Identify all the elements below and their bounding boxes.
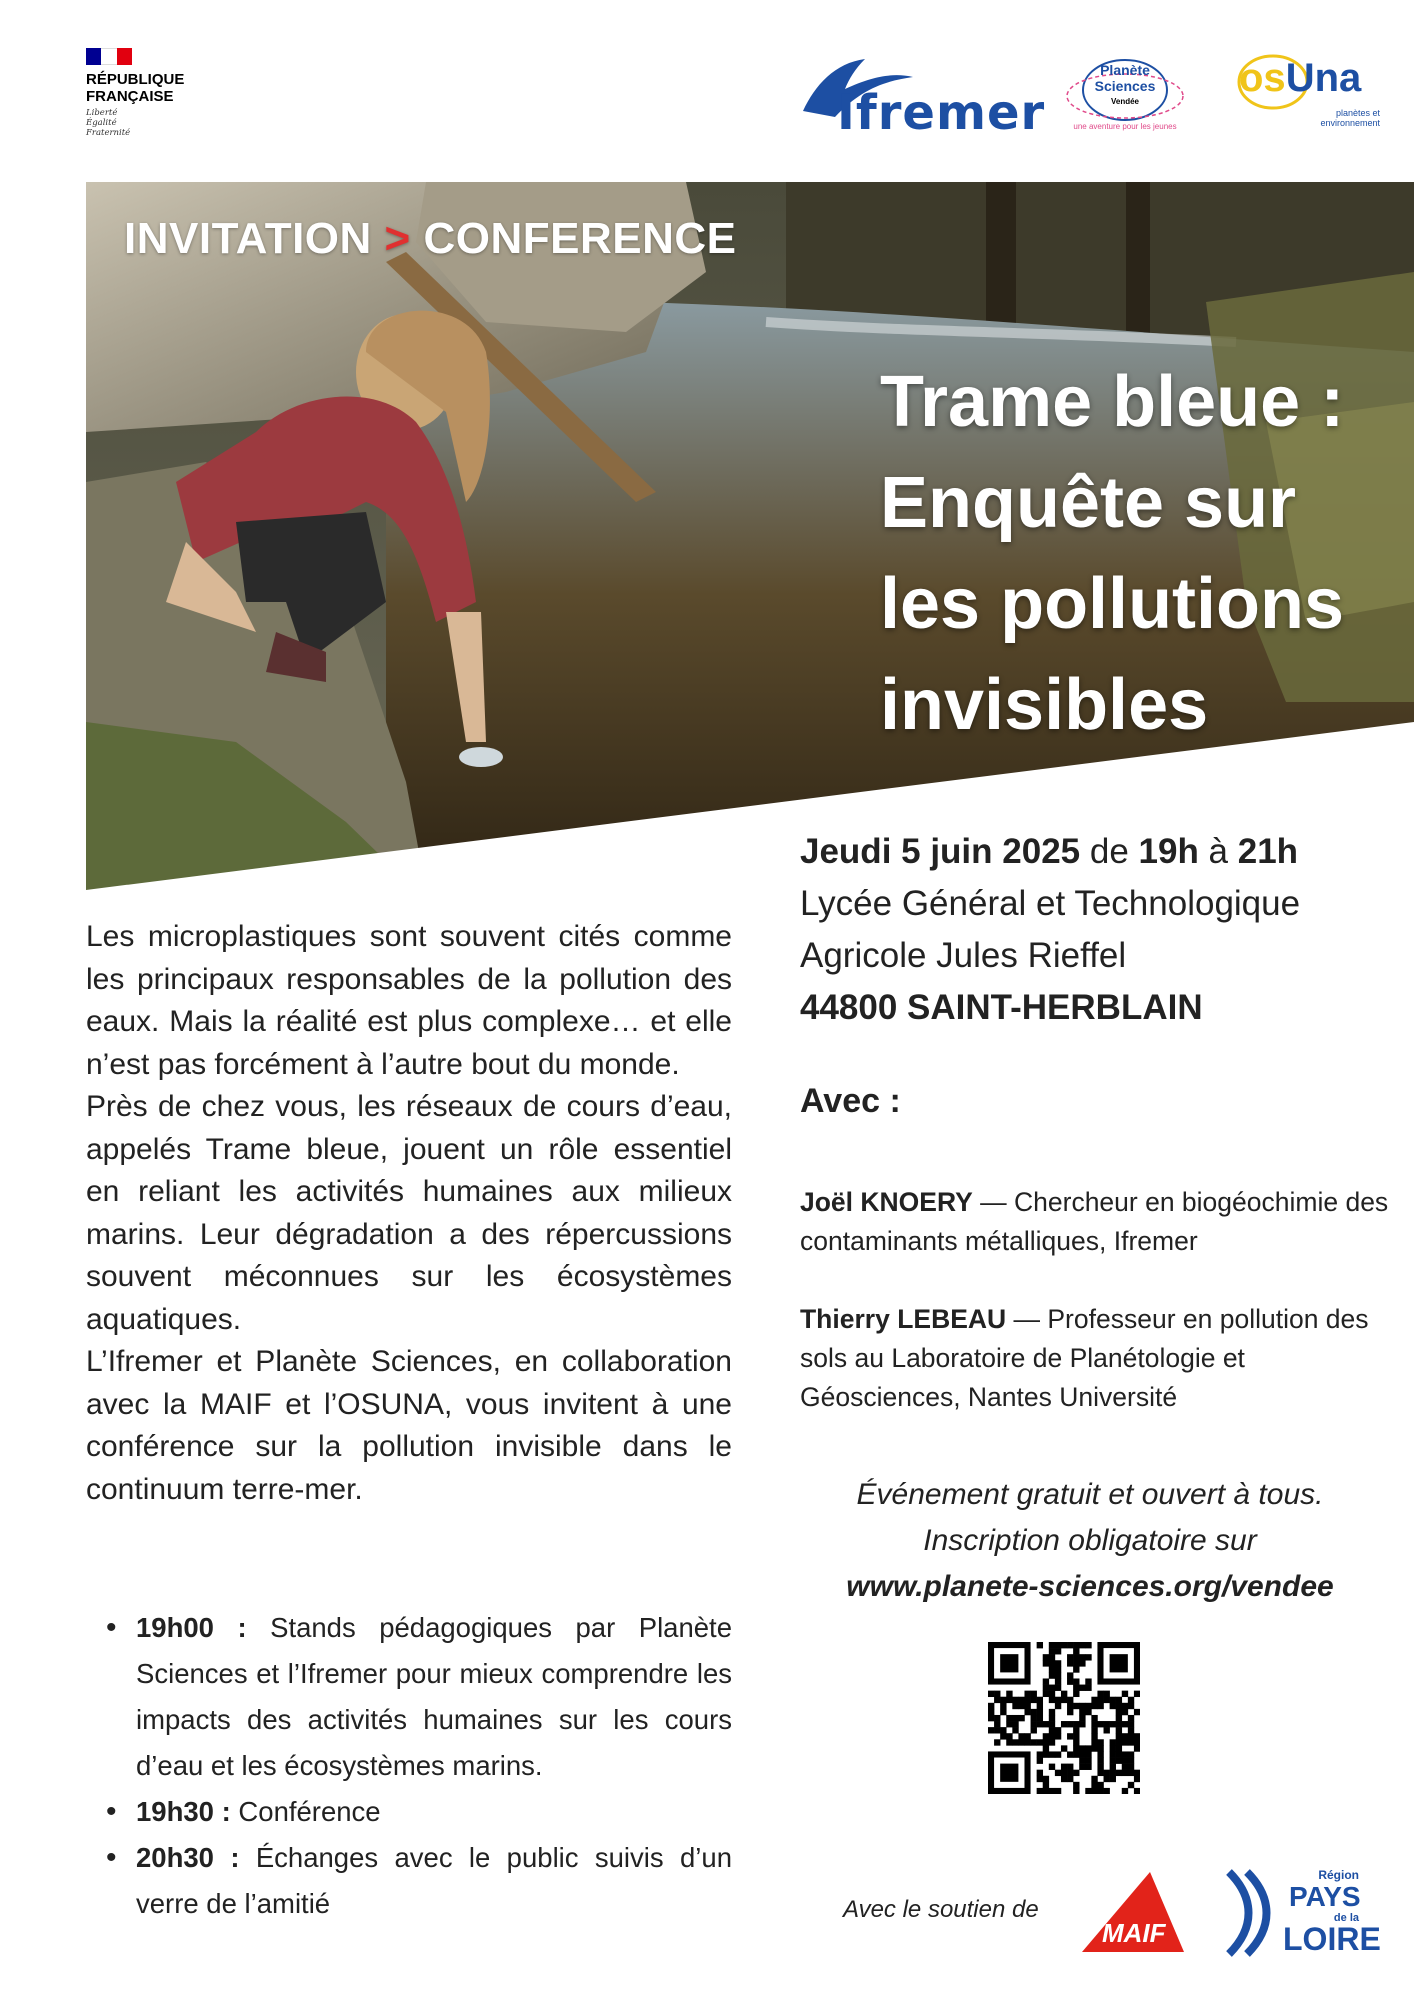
- pays-label: PAYS: [1289, 1881, 1361, 1912]
- description: [86, 916, 732, 1511]
- speaker-role: — Professeur en pollution des sols au Laboratoire de Planétologie et Géosciences, Nantes Université: [800, 1304, 1369, 1412]
- programme-time: 19h00 :: [136, 1612, 247, 1643]
- devise-fraternite: Fraternité: [86, 128, 131, 138]
- osuna-logo: [1235, 52, 1380, 132]
- programme-item: [100, 1605, 732, 1789]
- ifremer-wordmark: Ifremer: [837, 85, 1046, 141]
- speaker-1: [800, 1183, 1400, 1261]
- event-start: 19h: [1138, 832, 1199, 871]
- qr-code[interactable]: [988, 1642, 1140, 1794]
- programme-time: 20h30 :: [136, 1842, 240, 1873]
- event-details: [800, 826, 1400, 1034]
- region-label: Région: [1318, 1868, 1359, 1882]
- conference-label: CONFERENCE: [423, 214, 737, 263]
- venue-line-1: Lycée Général et Technologique: [800, 884, 1301, 923]
- planete-sciences-logo: [1060, 56, 1190, 136]
- speaker-2: [800, 1300, 1400, 1417]
- planete-label: Planète: [1100, 62, 1150, 78]
- event-end: 21h: [1237, 832, 1299, 871]
- qr-code-graphic: [988, 1642, 1140, 1794]
- arrow-icon: >: [384, 214, 411, 263]
- description-paragraph-1: Les microplastiques sont souvent cités comme les principaux responsables de la pollution des eaux. Mais la réalité est plus complexe… et elle n’est pas forcément à l’autre bout du monde.: [86, 920, 732, 1081]
- pdl-waves-icon: [1225, 1868, 1285, 1958]
- planete-sciences-tagline: une aventure pour les jeunes: [1073, 122, 1177, 131]
- event-day: Jeudi 5 juin 2025: [800, 832, 1081, 871]
- event-date-time: [800, 826, 1400, 878]
- osuna-wordmark: osUna: [1239, 56, 1362, 100]
- devise-egalite: Égalité: [86, 118, 117, 128]
- programme-item: [100, 1789, 732, 1835]
- devise-liberte: Liberté: [86, 108, 118, 118]
- registration-url[interactable]: www.planete-sciences.org/vendee: [846, 1570, 1334, 1603]
- osuna-tagline: planètes et environnement: [1320, 108, 1380, 128]
- title-line-1: Trame bleue :: [880, 362, 1345, 442]
- conference-title: [880, 352, 1400, 756]
- programme-time: 19h30 :: [136, 1796, 231, 1827]
- event-de: de: [1080, 832, 1139, 871]
- republique-francaise-logo: [86, 48, 206, 138]
- maif-logo: [1080, 1868, 1186, 1956]
- support-label: Avec le soutien de: [843, 1896, 1039, 1923]
- invitation-conference-label: [124, 214, 737, 264]
- vendee-label: Vendée: [1110, 97, 1139, 106]
- speakers-heading: Avec :: [800, 1082, 901, 1120]
- french-flag-icon: [86, 48, 132, 65]
- sciences-label: Sciences: [1094, 78, 1156, 94]
- invitation-label: INVITATION: [124, 214, 372, 263]
- region-pays-de-la-loire-logo: [1225, 1868, 1381, 1958]
- programme-text: Échanges avec le public suivis d’un verre de l’amitié: [136, 1842, 732, 1919]
- registration-line: Inscription obligatoire sur: [923, 1524, 1257, 1557]
- description-paragraph-3: L’Ifremer et Planète Sciences, en collaboration avec la MAIF et l’OSUNA, vous invitent à une conférence sur la pollution invisible dans le continuum terre-mer.: [86, 1345, 732, 1506]
- programme-text: Stands pédagogiques par Planète Sciences et l’Ifremer pour mieux comprendre les impacts des activités humaines sur les cours d’eau et les écosystèmes marins.: [136, 1612, 732, 1781]
- de-la-label: de la: [1333, 1912, 1359, 1924]
- programme-item: [100, 1835, 732, 1927]
- maif-wordmark: MAIF: [1102, 1918, 1166, 1948]
- speaker-name: Thierry LEBEAU: [800, 1304, 1007, 1334]
- title-line-2: Enquête sur: [880, 463, 1297, 543]
- speaker-name: Joël KNOERY: [800, 1187, 973, 1217]
- loire-label: LOIRE: [1283, 1921, 1381, 1957]
- speaker-role: — Chercheur en biogéochimie des contaminants métalliques, Ifremer: [800, 1187, 1389, 1256]
- description-paragraph-2: Près de chez vous, les réseaux de cours d’eau, appelés Trame bleue, jouent un rôle essentiel en reliant les activités humaines aux milieux marins. Leur dégradation a des répercussions souvent méconnues sur les écosystèmes aquatiques.: [86, 1090, 732, 1336]
- ifremer-logo: [795, 55, 1046, 141]
- republique-line2: FRANÇAISE: [86, 88, 174, 105]
- programme-text: Conférence: [230, 1796, 381, 1827]
- venue-line-2: Agricole Jules Rieffel: [800, 936, 1127, 975]
- venue-city: 44800 SAINT-HERBLAIN: [800, 988, 1203, 1027]
- registration-info: [790, 1472, 1390, 1610]
- title-line-4: invisibles: [880, 665, 1209, 745]
- free-event-line: Événement gratuit et ouvert à tous.: [856, 1478, 1324, 1511]
- republique-line1: RÉPUBLIQUE: [86, 71, 185, 88]
- title-line-3: les pollutions: [880, 564, 1345, 644]
- programme-list: [100, 1605, 732, 1927]
- event-a: à: [1198, 832, 1238, 871]
